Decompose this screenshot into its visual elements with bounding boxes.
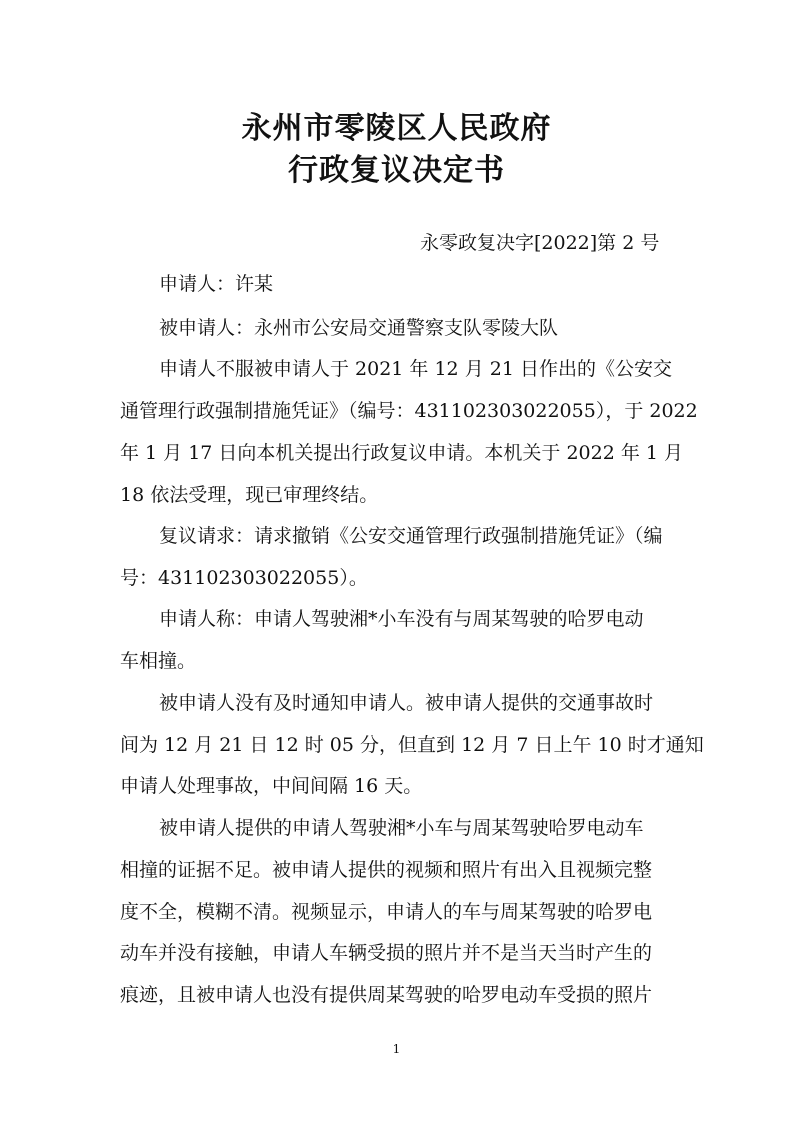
document-number: 永零政复决字[2022]第 2 号 [420,232,660,254]
paragraph-line: 申请人不服被申请人于 2021 年 12 月 21 日作出的《公安交 [159,358,672,380]
paragraph-line: 申请人称：申请人驾驶湘*小车没有与周某驾驶的哈罗电动 [159,608,644,630]
applicant-line: 申请人：许某 [159,273,274,295]
paragraph-line: 相撞的证据不足。被申请人提供的视频和照片有出入且视频完整 [120,859,653,881]
paragraph-line: 申请人处理事故，中间间隔 16 天。 [120,775,423,797]
paragraph-line: 痕迹，且被申请人也没有提供周某驾驶的哈罗电动车受损的照片 [120,984,653,1006]
paragraph-line: 动车并没有接触，申请人车辆受损的照片并不是当天当时产生的 [120,942,653,964]
paragraph-line: 被申请人没有及时通知申请人。被申请人提供的交通事故时 [159,692,654,714]
paragraph-line: 被申请人提供的申请人驾驶湘*小车与周某驾驶哈罗电动车 [159,817,644,839]
paragraph-line: 间为 12 月 21 日 12 时 05 分，但直到 12 月 7 日上午 10 时才通知 [120,734,704,756]
paragraph-line: 度不全，模糊不清。视频显示，申请人的车与周某驾驶的哈罗电 [120,901,653,923]
paragraph-line: 号：431102303022055）。 [120,567,368,589]
document-title-line-1: 永州市零陵区人民政府 [241,111,552,146]
paragraph-line: 18 依法受理，现已审理终结。 [120,484,379,506]
paragraph-line: 复议请求：请求撤销《公安交通管理行政强制措施凭证》（编 [159,525,663,547]
paragraph-line: 车相撞。 [120,650,197,672]
paragraph-line: 年 1 月 17 日向本机关提出行政复议申请。本机关于 2022 年 1 月 [120,442,684,464]
paragraph-line: 通管理行政强制措施凭证》（编号：431102303022055），于 2022 [120,400,698,422]
document-title-line-2: 行政复议决定书 [288,153,505,188]
respondent-line: 被申请人：永州市公安局交通警察支队零陵大队 [159,317,559,339]
page-number: 1 [392,1042,401,1056]
